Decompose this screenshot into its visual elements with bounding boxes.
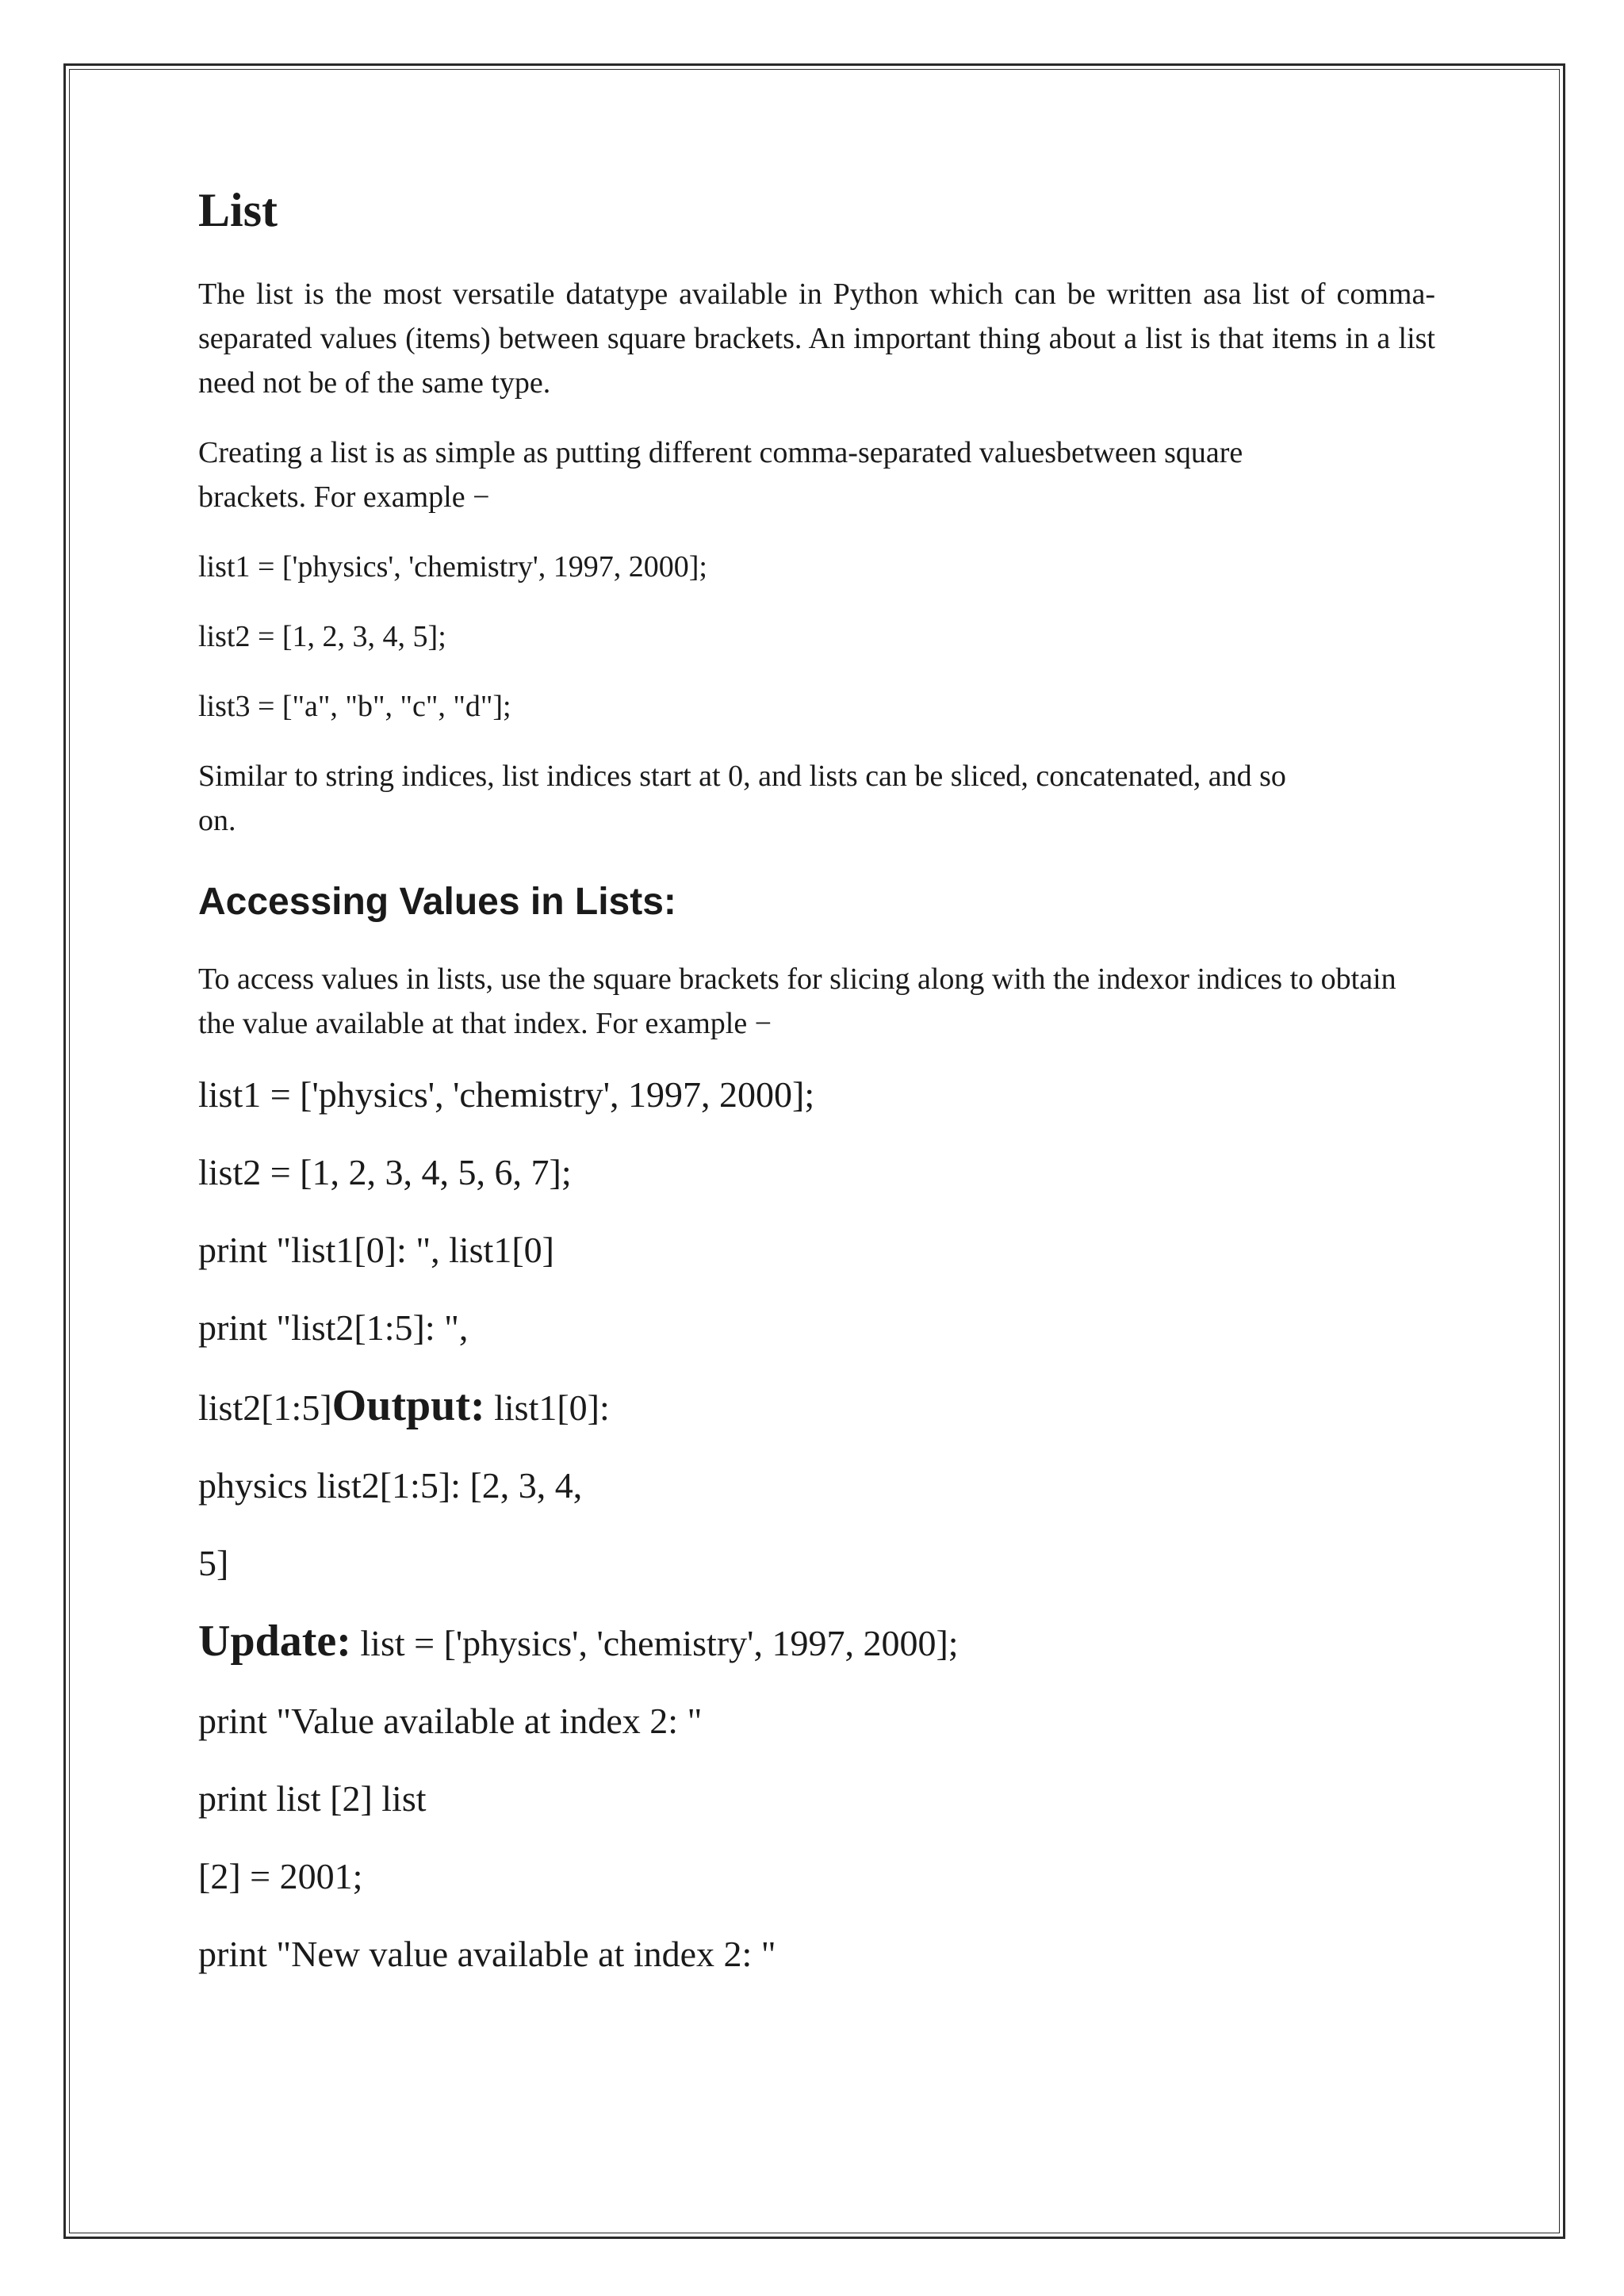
example-list3: list3 = ["a", "b", "c", "d"]; xyxy=(198,690,511,723)
code-line: print "New value available at index 2: " xyxy=(198,1933,776,1974)
page-title: List xyxy=(198,184,278,236)
code-line-output xyxy=(198,1382,1435,1432)
update-line xyxy=(198,1617,1435,1667)
intro-paragraph-1: The list is the most versatile datatype available in Python which can be written asa list of comma-separated values (items) between square brackets. An important thing about a list is that items in a list need not be of the same type. xyxy=(198,277,1435,400)
code-line: print list [2] list xyxy=(198,1777,427,1819)
code-line: list1 = ['physics', 'chemistry', 1997, 2000]; xyxy=(198,1073,815,1115)
accessing-paragraph: To access values in lists, use the square brackets for slicing along with the indexor indices to obtain the value available at that index. For example − xyxy=(198,962,1396,1040)
code-fragment: list2[1:5] xyxy=(198,1387,332,1428)
document-content xyxy=(198,186,1435,2008)
code-line: physics list2[1:5]: [2, 3, 4, xyxy=(198,1464,583,1506)
code-line: print "Value available at index 2: " xyxy=(198,1700,703,1741)
indices-paragraph: Similar to string indices, list indices start at 0, and lists can be sliced, concatenated, and so on. xyxy=(198,760,1286,837)
code-line: print "list1[0]: ", list1[0] xyxy=(198,1229,554,1270)
example-list2: list2 = [1, 2, 3, 4, 5]; xyxy=(198,620,446,653)
code-line: print "list2[1:5]: ", xyxy=(198,1307,469,1348)
code-fragment: list = ['physics', 'chemistry', 1997, 2000]; xyxy=(350,1622,959,1663)
code-line: [2] = 2001; xyxy=(198,1855,363,1896)
update-label: Update: xyxy=(198,1616,351,1666)
code-fragment: list1[0]: xyxy=(485,1387,610,1428)
code-line: list2 = [1, 2, 3, 4, 5, 6, 7]; xyxy=(198,1151,572,1192)
example-list1: list1 = ['physics', 'chemistry', 1997, 2000]; xyxy=(198,550,707,584)
intro-paragraph-2: Creating a list is as simple as putting different comma-separated valuesbetween square brackets. For example − xyxy=(198,436,1243,514)
output-label: Output: xyxy=(331,1380,485,1430)
code-line: 5] xyxy=(198,1542,229,1583)
section-heading-accessing: Accessing Values in Lists: xyxy=(198,881,676,923)
